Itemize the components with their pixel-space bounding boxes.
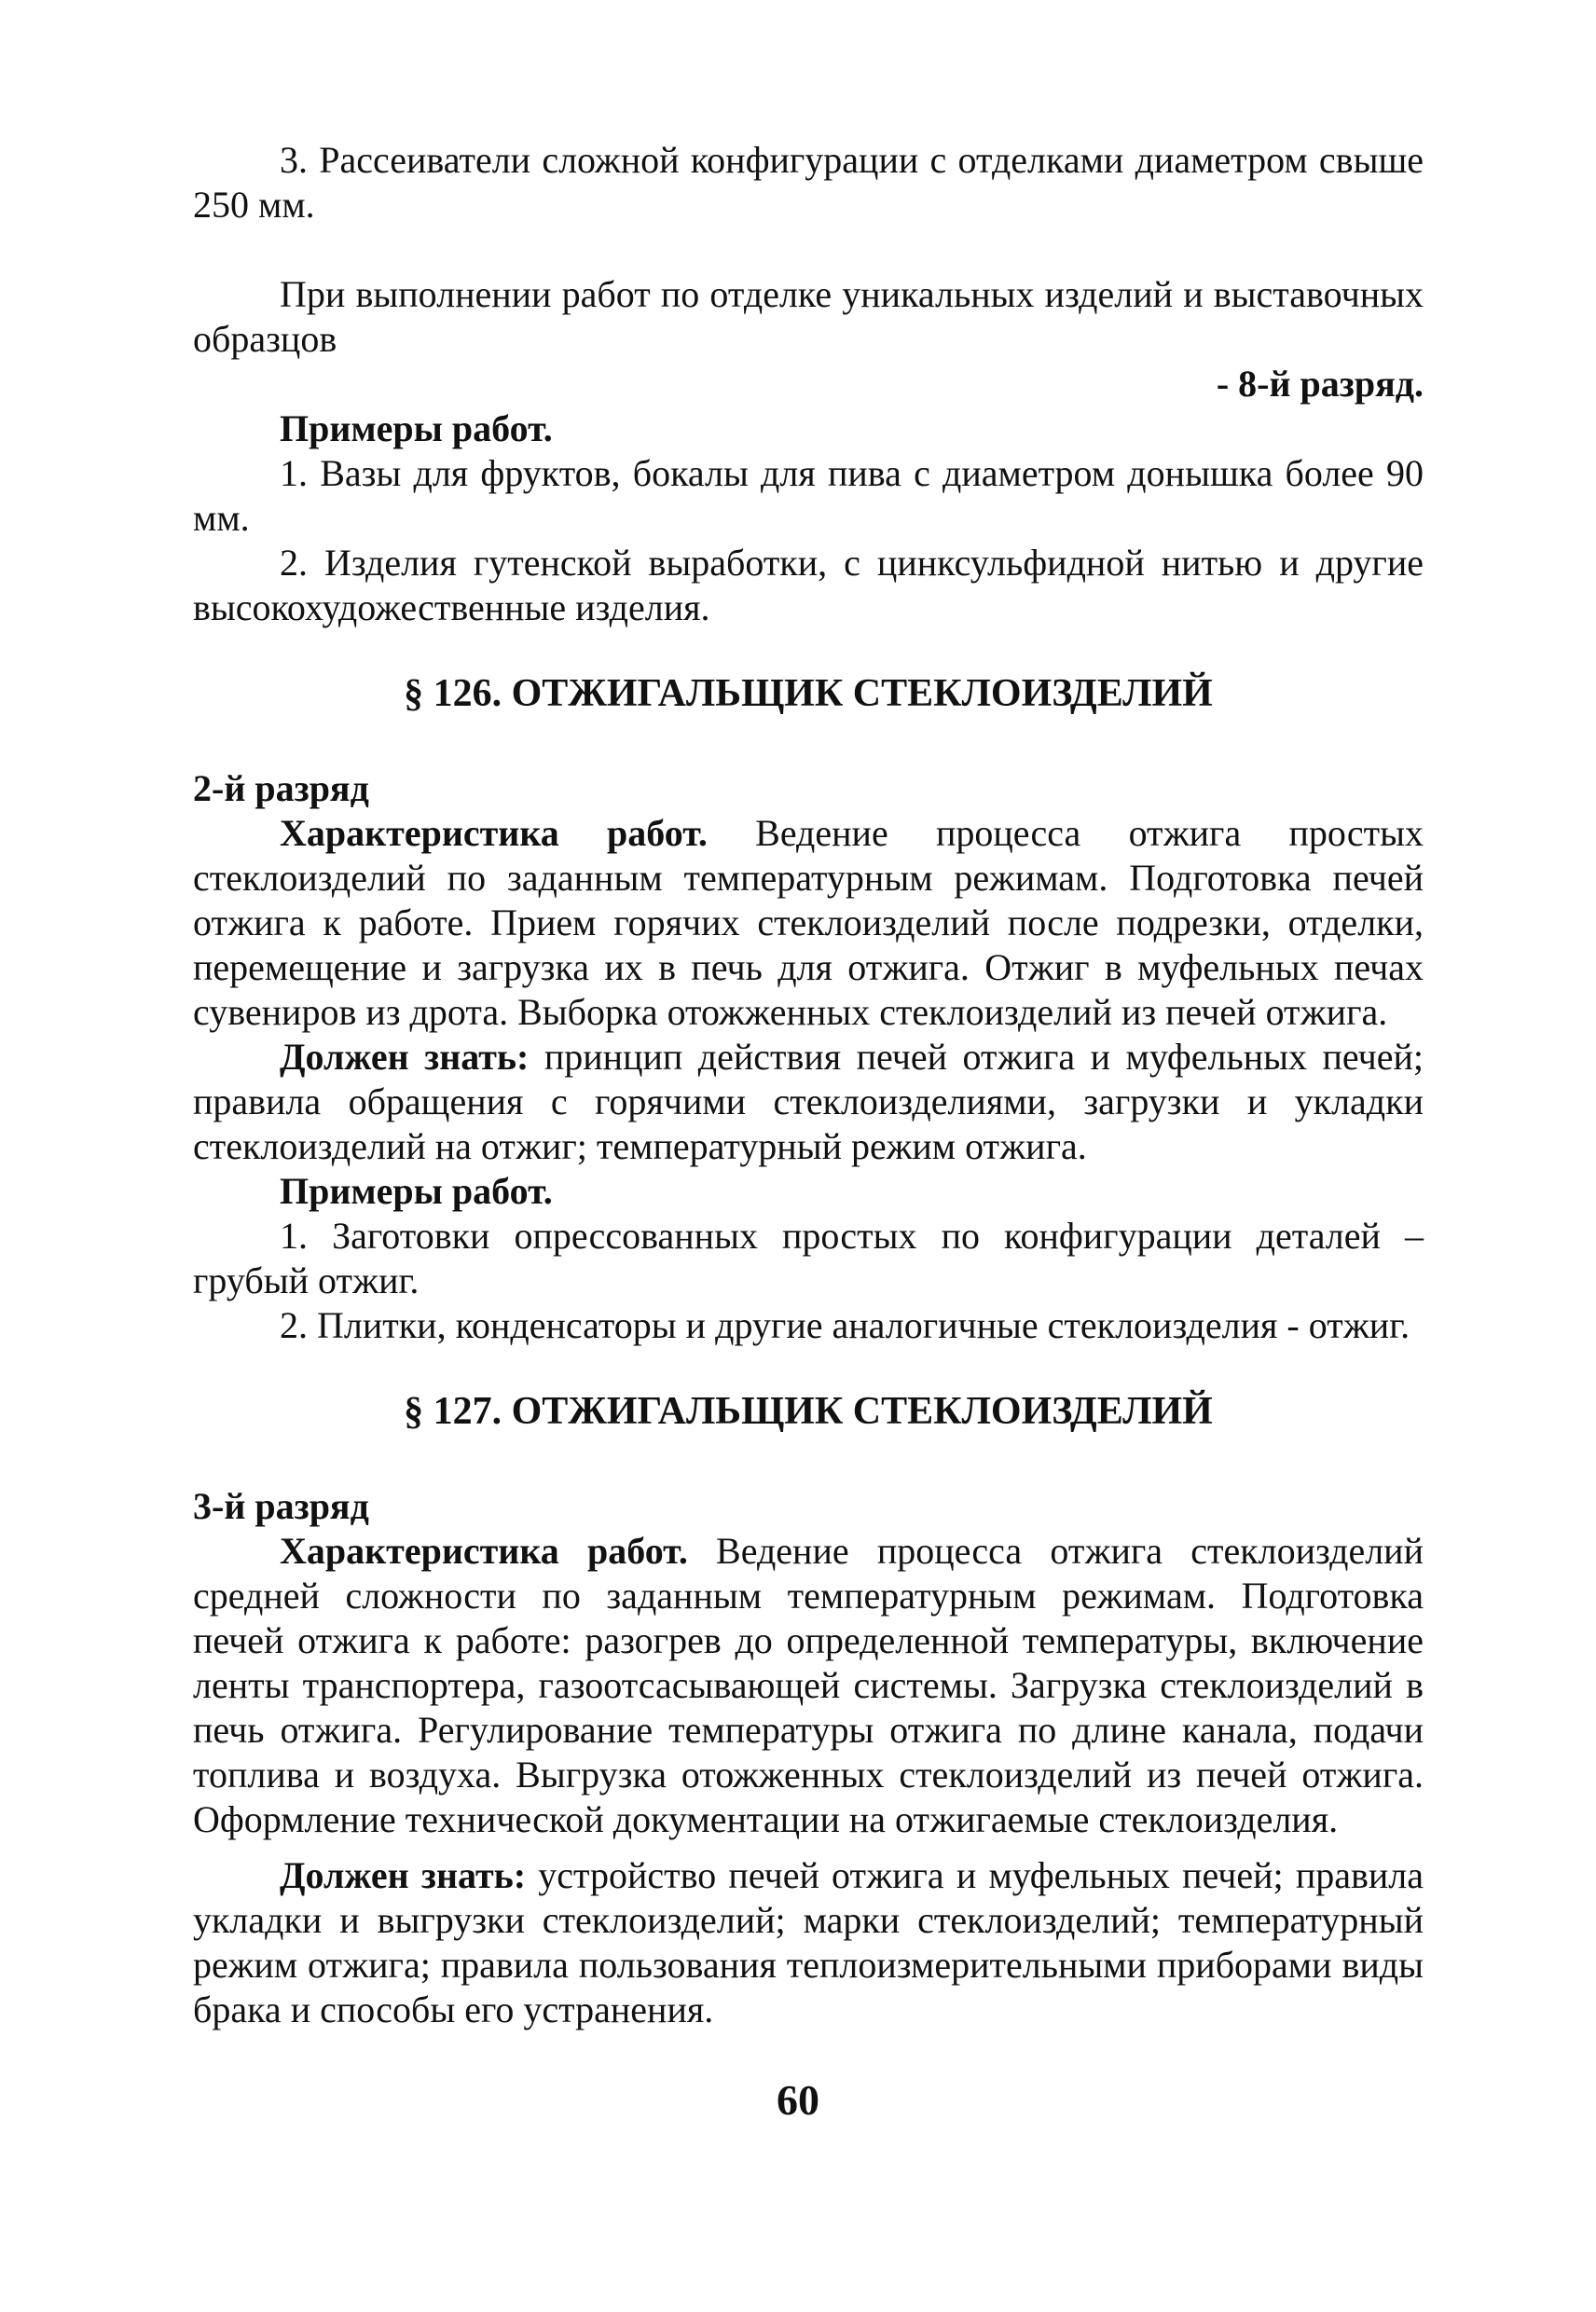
knowledge-text: принцип действия печей отжига и муфельных печей; правила обращения с горячими стеклоизделиями, загрузки и укладки стеклоизделий на отжиг; температурный режим отжига. — [193, 1036, 1424, 1167]
knowledge-label: Должен знать: — [280, 1854, 527, 1896]
section-126-example-2: 2. Плитки, конденсаторы и другие аналогичные стеклоизделия - отжиг. — [280, 1304, 1410, 1346]
page-number: 60 — [777, 2076, 819, 2124]
characteristics-text: Ведение процесса отжига стеклоизделий средней сложности по заданным температурным режимам. Подготовка печей отжига к работе: разогрев до определенной температуры, включение ленты транспортера, газоотсасывающей системы. Загрузка стеклоизделий в печь отжига. Регулирование температуры отжига по длине канала, подачи топлива и воздуха. Выгрузка отожженных стеклоизделий из печей отжига. Оформление технической документации на отжигаемые стеклоизделия. — [193, 1530, 1424, 1840]
characteristics-text: Ведение процесса отжига простых стеклоизделий по заданным температурным режимам. Подготовка печей отжига к работе. Прием горячих стеклоизделий после подрезки, отделки, перемещение и загрузка их в печь для отжига. Отжиг в муфельных печах сувениров из дрота. Выборка отожженных стеклоизделий из печей отжига. — [193, 812, 1424, 1033]
section-126-example-1: 1. Заготовки опрессованных простых по конфигурации деталей – грубый отжиг. — [193, 1215, 1424, 1301]
characteristics-label: Характеристика работ. — [280, 1530, 688, 1572]
knowledge-text: устройство печей отжига и муфельных печей; правила укладки и выгрузки стеклоизделий; марки стеклоизделий; температурный режим отжига; правила пользования теплоизмерительными приборами виды брака и способы его устранения. — [193, 1854, 1424, 2030]
section-126-heading: § 126. ОТЖИГАЛЬЩИК СТЕКЛОИЗДЕЛИЙ — [404, 672, 1213, 715]
section-127-knowledge — [193, 1853, 1424, 2032]
characteristics-label: Характеристика работ. — [280, 812, 708, 854]
section-127-heading: § 127. ОТЖИГАЛЬЩИК СТЕКЛОИЗДЕЛИЙ — [404, 1390, 1213, 1433]
section-126-grade: 2-й разряд — [193, 767, 369, 809]
rank8-example-2: 2. Изделия гутенской выработки, с цинксульфидной нитью и другие высокохудожественные изделия. — [193, 542, 1424, 628]
page-content — [193, 138, 1424, 2032]
rank8-example-1: 1. Вазы для фруктов, бокалы для пива с диаметром донышка более 90 мм. — [193, 452, 1424, 539]
rank8-examples-heading: Примеры работ. — [280, 407, 553, 449]
item-3-text: 3. Рассеиватели сложной конфигурации с отделками диаметром свыше 250 мм. — [193, 139, 1424, 226]
section-126-characteristics — [193, 811, 1424, 1035]
rank8-grade-line — [193, 362, 1424, 406]
section-127-grade: 3-й разряд — [193, 1485, 369, 1527]
section-126-knowledge — [193, 1035, 1424, 1169]
section-126-examples-heading: Примеры работ. — [280, 1170, 553, 1212]
rank8-text: При выполнении работ по отделке уникальных изделий и выставочных образцов — [193, 273, 1424, 360]
rank8-grade: - 8-й разряд. — [1216, 363, 1424, 405]
section-127-characteristics — [193, 1529, 1424, 1842]
knowledge-label: Должен знать: — [280, 1036, 530, 1078]
